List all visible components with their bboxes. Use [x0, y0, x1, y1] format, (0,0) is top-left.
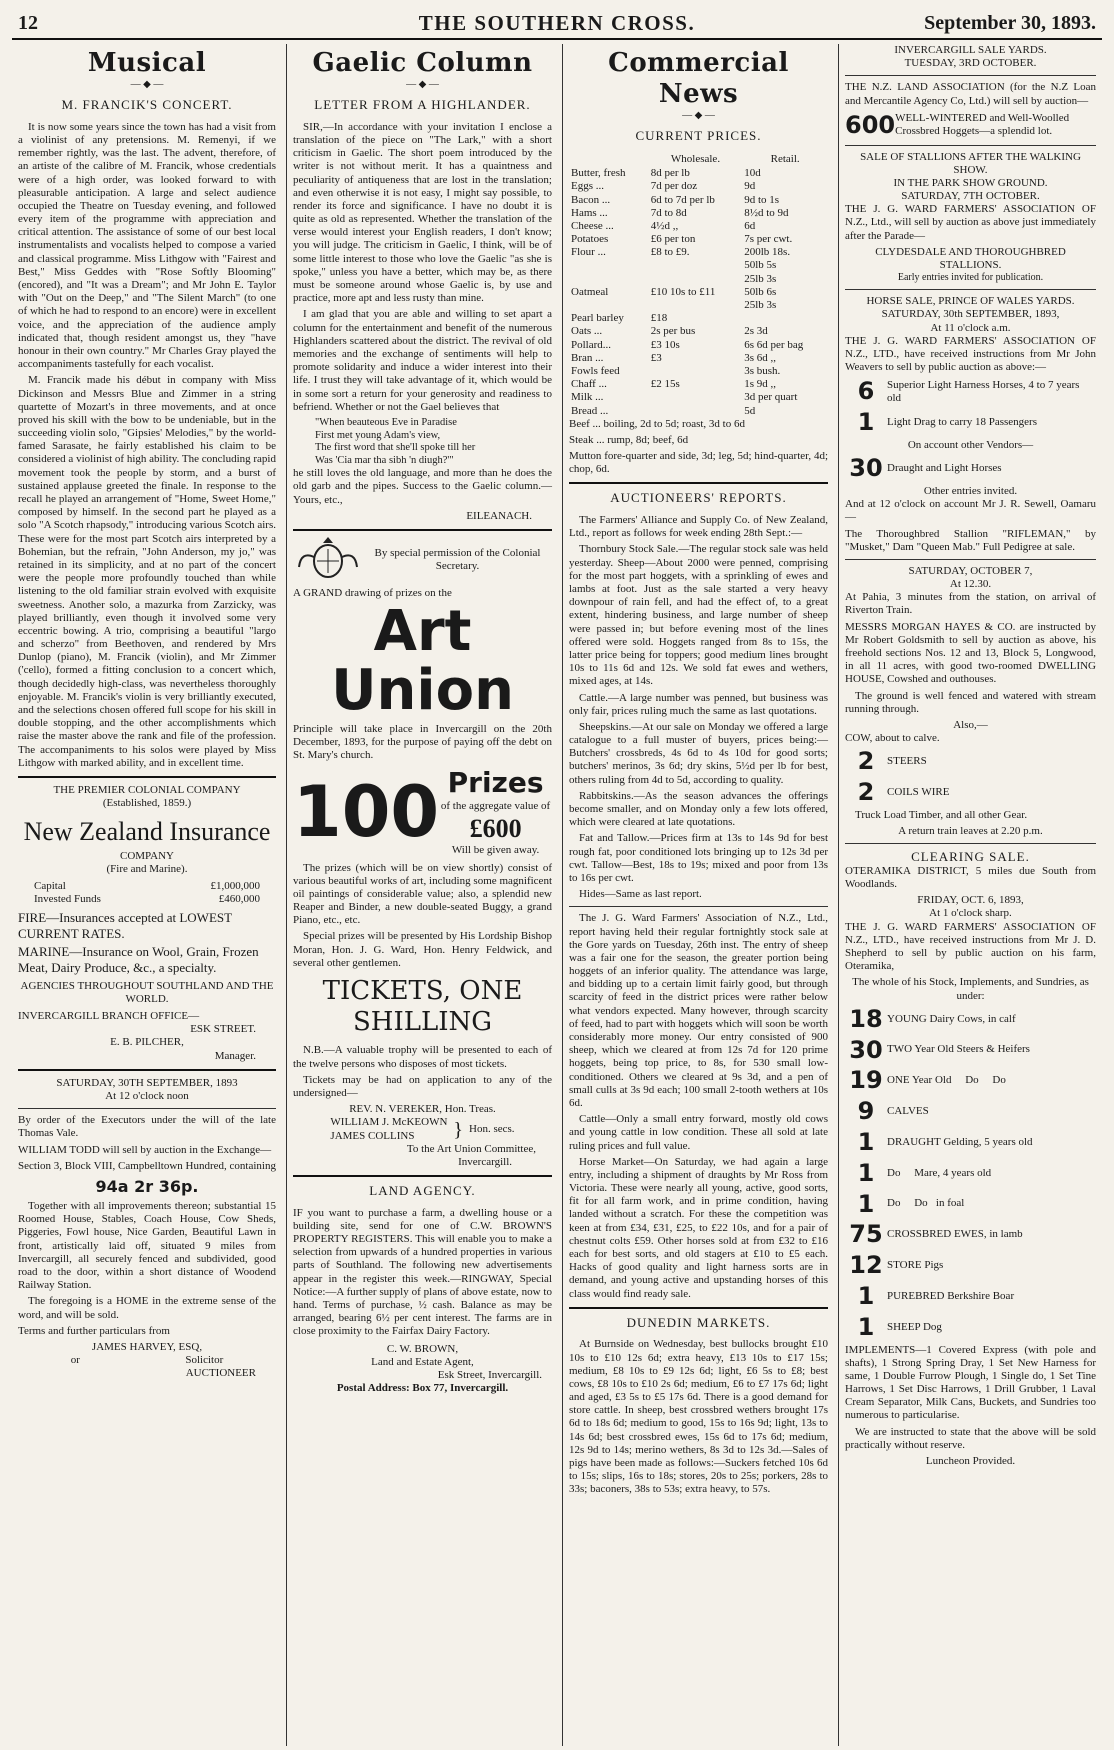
price-row: Flour ... £8 to £9. 200lb 18s. [571, 246, 791, 259]
home-note: The foregoing is a HOME in the extreme sense of the word, and will be sold. [18, 1295, 276, 1321]
yards-heading: INVERCARGILL SALE YARDS. [894, 44, 1047, 56]
or-solicitor: or Solicitor [70, 1354, 224, 1367]
dunedin-text: At Burnside on Wednesday, best bullocks brought £10 10s to £10 12s 6d; extra heavy, £13 10s to £17 15s; medium, £8 10s to £9 12s 6d; light, £6 5s to £8; best cows, £8 10s to £10 2s 6d; medium, £6 to £7 17s 6d; light and aged, £3 5s to £5 17s 6d. There is a good demand for store cattle. In sheep, best crossbred wethers brought 17s 6d to 18s 6d; medium to good, 15s to 16s 9d; light, 13s to 14s 6d; best crossbred ewes, 15s 6d to 17s 6d; medium, 12s 9d to 14s; merino wethers, 8s 3d to 12s 3d.—Sales of pigs have been made as follows:—Suckers fetched 10s 6d to 15s; slips, 16s to 18s; stores, 20s to 25s; porkers, 28s to 33s; baconers, 38s to 53s; extra heavy, to 57s. [569, 1338, 828, 1496]
executors: By order of the Executors under the will of the late Thomas Vale. [18, 1114, 276, 1140]
auctioneer: AUCTIONEER [185, 1367, 256, 1380]
prices-heading: CURRENT PRICES. [635, 128, 762, 144]
gaelic-heading: Gaelic Column [312, 48, 533, 78]
signature: EILEANACH. [466, 509, 532, 522]
letter-para-2: I am glad that you are able and willing to set apart a column for the entertainment and benefit of the numerous Highlanders scattered about the district. The revival of old memories and the exchange of sentiments will help to promote solidarity and induce a wider interest into their life. I trust they will take advantage of it, which would be in some sort a return for your generosity and readiness to befriend. Whether or not the Gael believes that [293, 308, 552, 413]
ins-fire-marine: (Fire and Marine). [106, 862, 188, 875]
lot-item: 9 CALVES [857, 1097, 929, 1126]
letter-para-1: SIR,—In accordance with your invitation I enclose a translation of the piece on "The Lark," with a short criticism in Gaelic. The short poem introduced by the writer is not without merit. It has a quaintness and peculiarity of antiqueness that are lost in the translation; and even otherwise it is not easy, I might say possible, to render its force and significance. I have no doubt it is quite as old as represented. Whether the translation of the verse would interest your English readers, I don't know; you will judge. The criticism in Gaelic, I think, will be of some little interest to those who love the Gaelic "as she is spoke," unless you have a better, which may be, as there must be someone around whose Gaelic is, by use and practice, more apt and less rusty than mine. [293, 120, 552, 305]
fire-line: FIRE—Insurances accepted at LOWEST CURRENT RATES. [18, 910, 232, 941]
invested-row: Invested Funds £460,000 [34, 893, 260, 906]
dunedin-heading: DUNEDIN MARKETS. [626, 1314, 771, 1330]
price-row: Milk ... 3d per quart [571, 391, 798, 404]
sale-date: SATURDAY, 30TH SEPTEMBER, 1893 [56, 1076, 238, 1089]
art-union-title: Art Union [331, 599, 514, 724]
principle: Principle will take place in Invercargill on the 20th December, 1893, for the purpose of paying off the debt on St. Mary's church. [293, 722, 552, 762]
lot-item: 30 TWO Year Old Steers & Heifers [849, 1035, 1030, 1064]
price-row: Hams ... 7d to 8d 8½d to 9d [571, 206, 789, 219]
beef-price: Beef ... boiling, 2d to 5d; roast, 3d to 6d [569, 417, 745, 430]
branch-street: ESK STREET. [190, 1023, 256, 1036]
column-commercial: Commercial News — ◆ — CURRENT PRICES. Wholesale. Retail. Butter, fresh 8d per lb 10d Eggs ... 7d per doz 9d Bacon ... 6d to 7d per lb 9d to 1s Hams ... 7d to 8d 8½d to 9d Cheese ... 4½d ,, 6d Potatoes £6 per ton 7s per cwt. Flour ... £8 to £9. 200lb 18s. 50lb 5s 25lb 3s Oatmeal £10 10s to £11 50lb 6s 25lb 3s Pearl barley £18 Oats ... 2s per bus 2s 3d Pollard... £3 10s 6s 6d per bag Bran ... £3 3s 6d ,, Fowls feed 3s bush. Chaff ... £2 15s 1s 9d ,, Milk ... 3d per quart Bread ... 5d Beef ... boiling, 2d to 5d; roast, 3d to 6d Steak ... rump, 8d; beef, 6d Mutton fore-quarter and side, 3d; leg, 5d; hind-quarter, 4d; chop, 6d. AUCTIONEERS' REPORTS. The Farmers' Alliance and Supply Co. of New Zealand, Ltd., report as follows for week ending 28th Sept.:— Thornbury Stock Sale.—The regular stock sale was held yesterday. Sheep—About 2000 were penned, comprising for the most part hoggets, with a sprinkling of ewes and lambs at foot. Just as the sale started a very heavy downpour of rain fell, and had the effect of, to a great extent, hindering business, and large number of sheep were passed in; but before evening most of the lines offered were sold. Hoggets ranged from 8s to 15s, the latter price being for toppers; good medium lines brought 10s to 11s 6d and 12s. We sold fat ewes and wethers, mixed ages, at 14s. Cattle.—A large number was penned, but business was only fair, prices ruling much the same as last quotations. Sheepskins.—At our sale on Monday we offered a large catalogue to a full muster of buyers, prices being:—Butchers' crossbreds, 4s 6d to 4s 10d for good sorts; butchers' merinos, 3s 6d; dry skins, 5½d per lb for best, others ruling from 4d to 5d, according to quality. Rabbitskins.—As the season advances the offerings become smaller, and on Monday only a few lots offered, which were cleared at late quotations. Fat and Tallow.—Prices firm at 13s to 14s 9d for best rough fat, poor conditioned lots bringing up to 12s 3d per cwt. Tallow—Best, 18s to 19s; mixed and poor from 13s to 16s per cwt. Hides—Same as last report. The J. G. Ward Farmers' Association of N.Z., Ltd., report having held their regular fortnightly stock sale at the Gore yards on Tuesday, 26th inst. The entry of sheep was a fair one for the season, the greater portion being hoggets of an inferior quality. The attendance was large, and bidding up to a certain limit fairly good, but through scarcity of feed in the district prices were rather below what vendors expected. Many however, through scarcity of feed, had to part with hoggets which will soon be worth considerably more money. Our entry consisted of 900 sheep, which we cleared at from 12s 7d for 120 prime hoggets, being top price, to 8s, for 530 small low-conditioned. Others we cleared at 9s 3d, and a pen of small culls at 3s 9d each; 100 small 2-tooth wethers at 10s 6d. Cattle—Only a small entry forward, mostly old cows and young cattle in low condition. These all sold at late ruling prices and full value. Horse Market—On Saturday, we had again a large entry, including a shipment of draughts by Mr Ross from Victoria. These were nearly all young, active, good sorts, fit for all farm work, and in prime condition, having landed without a scratch. For these the competition was keen at from £34, £31, £25, to £22 10s, and for a pair of chestnut colts £59. Other horses sold at from £32 to £16 each for best sorts, and old stagers at £10 to £5 each. Hacks of good quality and light harness sorts are in demand, and young active and upstanding horses of this class would find ready sale. DUNEDIN MARKETS. At Burnside on Wednesday, best bullocks brought £10 10s to £10 12s 6d; extra heavy, £13 10s to £17 15s; medium, £8 10s to £9 12s 6d; light, £6 5s to £8; best cows, £8 10s to £10 2s 6d; medium, £6 to £7 17s 6d; light and aged, £3 5s to £5 17s 6d. There is a good demand for store cattle. In sheep, best crossbred wethers brought 17s 6d to 18s 6d; medium to good, 15s to 16s 9d; light, 13s to 14s 6d; best crossbred ewes, 15s 6d to 17s 6d; medium, 12s 9d to 14s; merino wethers, 8s 3d to 12s 3d.—Sales of pigs have been made as follows:—Suckers fetched 10s 6d to 15s; slips, 16s to 18s; stores, 20s to 25s; porkers, 28s to 33s; baconers, 38s to 53s; extra heavy, to 57s. [562, 44, 834, 1746]
agencies: AGENCIES THROUGHOUT SOUTHLAND AND THE WORLD. [20, 979, 274, 1005]
acreage: 94a 2r 36p. [95, 1176, 199, 1196]
land-text: IF you want to purchase a farm, a dwelling house or a building site, send for one of C.W. BROWN'S PROPERTY REGISTERS. This will enable you to make a selection from upwards of a hundred properties in various parts of Southland. The following new advertisements appear in the register this week.—RINGWAY, Special Notice:—A further supply of plans of above estate, now to hand. Terms of purchase, ½ cash. Balance as may be arranged, bearing 6½ per cent interest. The farms are in close proximity to the Fairfax Dairy Factory. [293, 1206, 552, 1338]
lot-item: 75 CROSSBRED EWES, in lamb [849, 1220, 1023, 1249]
page-number: 12 [18, 12, 38, 34]
prizes-text: The prizes (which will be on view shortly) consist of various beautiful works of art, including some magnificent oil paintings of considerable value; also, a splendid new Reaper and Binder, a new double-seated Buggy, a grand Piano, etc., etc. [293, 861, 552, 927]
sale-time: At 12 o'clock noon [105, 1089, 189, 1102]
ins-established: (Established, 1859.) [102, 797, 192, 810]
letter-headline: LETTER FROM A HIGHLANDER. [314, 97, 531, 113]
nb-note: N.B.—A valuable trophy will be presented to each of the twelve persons who disposes of most tickets. [293, 1044, 552, 1070]
lot-item: 18 YOUNG Dairy Cows, in calf [849, 1004, 1016, 1033]
hundred: 100 [293, 770, 440, 853]
improvements: Together with all improvements thereon; substantial 15 Roomed House, Stables, Coach House, Cow Sheds, Piggeries, Fowl house, Nice Garden, Beautiful Lawn in front, artistically laid off, situated 9 miles from Invercargill, all securely fenced and subdivided, good road to the door, within a short distance of Woodend Railway Station. [18, 1200, 276, 1292]
capital-row: Capital £1,000,000 [34, 879, 260, 892]
ins-company-word: COMPANY [119, 849, 174, 862]
price-row: Chaff ... £2 15s 1s 9d ,, [571, 378, 777, 391]
permission-row [293, 537, 552, 583]
harvey: JAMES HARVEY, ESQ, [91, 1340, 203, 1353]
terms: Terms and further particulars from [18, 1324, 170, 1337]
price-row: Cheese ... 4½d ,, 6d [571, 219, 756, 232]
verse: "When beauteous Eve in Paradise First met young Adam's view, The first word that she'll spoke till her Was 'Cia mar tha sibh 'n diugh?'" [315, 416, 476, 466]
branch-office: INVERCARGILL BRANCH OFFICE— [18, 1010, 200, 1023]
mutton-price: Mutton fore-quarter and side, 3d; leg, 5d; hind-quarter, 4d; chop, 6d. [569, 450, 828, 476]
price-row: Fowls feed 3s bush. [571, 364, 781, 377]
lot-item: 19 ONE Year Old Do Do [849, 1066, 1006, 1095]
price-row: Pearl barley £18 [571, 312, 668, 325]
ornament: — ◆ — [130, 79, 164, 91]
price-row: Bran ... £3 3s 6d ,, [571, 351, 777, 364]
grand-drawing: A GRAND drawing of prizes on the [293, 587, 452, 600]
commercial-heading: Commercial News [608, 48, 789, 110]
manager-name: E. B. PILCHER, [110, 1036, 184, 1049]
price-row: Butter, fresh 8d per lb 10d [571, 167, 761, 180]
price-table: Wholesale. Retail. Butter, fresh 8d per lb 10d Eggs ... 7d per doz 9d Bacon ... 6d to 7d per lb 9d to 1s Hams ... 7d to 8d 8½d to 9d Cheese ... 4½d ,, 6d Potatoes £6 per ton 7s per cwt. Flour ... £8 to £9. 200lb 18s. 50lb 5s 25lb 3s Oatmeal £10 10s to £11 50lb 6s 25lb 3s Pearl barley £18 Oats ... 2s per bus 2s 3d Pollard... £3 10s 6s 6d per bag Bran ... £3 3s 6d ,, Fowls feed 3s bush. Chaff ... £2 15s 1s 9d ,, Milk ... 3d per quart Bread ... 5d [569, 152, 828, 418]
lot-item: 1 DRAUGHT Gelding, 5 years old [857, 1127, 1033, 1156]
lot-item: 12 STORE Pigs [849, 1251, 944, 1280]
column-sales: INVERCARGILL SALE YARDS. TUESDAY, 3RD OCTOBER. THE N.Z. LAND ASSOCIATION (for the N.Z Loan and Mercantile Agency Co, Ltd.) will sell by auction— 600 WELL-WINTERED and Well-Woolled Crossbred Hoggets—a splendid lot. SALE OF STALLIONS AFTER THE WALKING SHOW. IN THE PARK SHOW GROUND. SATURDAY, 7TH OCTOBER. THE J. G. WARD FARMERS' ASSOCIATION OF N.Z., Ltd., will sell by auction as above just immediately after the Parade— CLYDESDALE AND THOROUGHBRED STALLIONS. Early entries invited for publication. HORSE SALE, PRINCE OF WALES YARDS. SATURDAY, 30th SEPTEMBER, 1893, At 11 o'clock a.m. THE J. G. WARD FARMERS' ASSOCIATION OF N.Z., LTD., have received instructions from Mr John Weavers to sell by public auction as above:— 6 Superior Light Harness Horses, 4 to 7 years old 1 Light Drag to carry 18 Passengers On account other Vendors— 30 Draught and Light Horses Other entries invited. And at 12 o'clock on account Mr J. R. Sewell, Oamaru— The Thoroughbred Stallion "RIFLEMAN," by "Musket," Dam "Queen Mab." Full Pedigree at sale. SATURDAY, OCTOBER 7, At 12.30. At Pahia, 3 minutes from the station, on arrival of Riverton Train. MESSRS MORGAN HAYES & CO. are instructed by Mr Robert Goldsmith to sell by auction as above, his freehold sections Nos. 12 and 13, Block 5, Longwood, in all 11 acres, with good two-roomed DWELLING HOUSE, Cowshed and outhouses. The ground is well fenced and watered with stream running through. Also,— COW, about to calve. 2 STEERS 2 COILS WIRE Truck Load Timber, and all other Gear. A return train leaves at 2.20 p.m. CLEARING SALE. OTERAMIKA DISTRICT, 5 miles due South from Woodlands. FRIDAY, OCT. 6, 1893, At 1 o'clock sharp. THE J. G. WARD FARMERS' ASSOCIATION OF N.Z., LTD., have received instructions from Mr J. D. Shepherd to sell by public auction on his farm, Oteramika, The whole of his Stock, Implements, and Sundries, as under: 18 YOUNG Dairy Cows, in calf 30 TWO Year Old Steers & Heifers 19 ONE Year Old Do Do 9 CALVES 1 DRAUGHT Gelding, 5 years old 1 Do Mare, 4 years old 1 Do Do in foal 75 CROSSBRED EWES, in lamb 12 STORE Pigs 1 PUREBRED Berkshire Boar 1 SHEEP Dog IMPLEMENTS—1 Covered Express (with pole and shafts), 1 Strong Spring Dray, 1 Set New Harness for same, 1 Double Furrow Plough, 1 Single do, 1 Set Tine Harrows, 1 Set Disc Harrows, 1 Drill Grubber, 1 Laval Cream Separator, Milk Cans, Buckets, and Sundries too numerous to particularise. We are instructed to state that the above will be sold practically without reserve. Luncheon Provided. [838, 44, 1102, 1746]
lot-item: 1 Do Mare, 4 years old [857, 1158, 992, 1187]
prizes-banner: 100 Prizes of the aggregate value of £600 Will be given away. [293, 766, 551, 857]
price-row: Oatmeal £10 10s to £11 50lb 6s [571, 285, 777, 298]
price-row: Bacon ... 6d to 7d per lb 9d to 1s [571, 193, 780, 206]
prize-amount: £600 [469, 814, 522, 844]
clearing-sale: CLEARING SALE. [911, 849, 1030, 865]
concert-para-1: It is now some years since the town has had a visit from a violinist of any pretensions. M. Remenyi, if we remember rightly, was the last. The advent, therefore, of an artiste of the calibre of M. Francik, whose credentials were of a high order, was looked forward to with pleasurable anticipation. A large and select audience occupied the Theatre on Tuesday evening, and followed every item of the programme with appreciation and critical attention. The assistance of some of our best local instrumentalists and vocalists helped to compose a varied and classical programme. Miss Lithgow with "Fairest and Best," Miss Geddes with "Rose Softly Blooming" (encored), and "It was a Dream"; and Mr John E. Taylor with "Out on the Deep," and "The Silent March" (to one of which he had to respond to an encore) were in excellent voice, and the appreciation of the audience amply indicated that, though resident amongst us, they "have honour in their own country." Mr Charles Gray played the accompaniments tastefully for each vocalist. [18, 120, 276, 371]
concert-headline: M. FRANCIK'S CONCERT. [61, 97, 233, 113]
price-row: Pollard... £3 10s 6s 6d per bag [571, 338, 804, 351]
land-agency-heading: LAND AGENCY. [369, 1183, 476, 1199]
section-text: Section 3, Block VIII, Campbelltown Hundred, containing [18, 1159, 276, 1172]
ins-company: THE PREMIER COLONIAL COMPANY [53, 783, 241, 796]
lot-item: 1 PUREBRED Berkshire Boar [857, 1281, 1015, 1310]
issue-date: September 30, 1893. [924, 12, 1096, 34]
column-gaelic: Gaelic Column — ◆ — LETTER FROM A HIGHLANDER. SIR,—In accordance with your invitation I enclose a translation of the piece on "The Lark," with a short criticism in Gaelic. The short poem introduced by the writer is not without merit. It has a quaintness and peculiarity of antiqueness that are lost in the translation; and even otherwise it is not easy, I might say possible, to render its force and significance. I have no doubt it is quite as old as represented. Whether the translation of the verse would interest your English readers, I don't know; you will judge. The criticism in Gaelic, I think, will be of some little interest to those who love the Gaelic "as she is spoke," unless you have a better, which may be, as there must be someone around whose Gaelic is, by use and practice, more apt and less rusty than mine. I am glad that you are able and willing to set apart a column for the entertainment and benefit of the numerous Highlanders scattered about the district. The revival of old memories and the exchange of sentiments will help to promote solidarity and induce a wider interest into their life. I trust they will take advantage of it, which would be in some sort a return for your generosity and readiness to befriend. Whether or not the Gael believes that "When beauteous Eve in Paradise First met young Adam's view, The first word that she'll spoke till her Was 'Cia mar tha sibh 'n diugh?'" he still loves the old language, and more than he does the old garb and the pipes. Success to the Gaelic column.—Yours, etc., EILEANACH. By special permission of the Colonial Secretary. A GRAND drawing of prizes on the Art Union Principle will take place in Invercargill on the 20th December, 1893, for the purpose of paying off the debt on St. Mary's church. 100 Prizes of the aggregate value of £600 Will be given away. The prizes (which will be on view shortly) consist of various beautiful works of art, including some magnificent oil paintings of considerable value; also, a splendid new Reaper and Binder, a new double-seated Buggy, a grand Piano, etc., etc. Special prizes will be presented by His Lordship Bishop Moran, Hon. J. G. Ward, Hon. Henry Feldwick, and several other gentlemen. TICKETS, ONE SHILLING N.B.—A valuable trophy will be presented to each of the twelve persons who disposes of most tickets. Tickets may be had on application to any of the undersigned— REV. N. VEREKER, Hon. Treas. WILLIAM J. McKEOWN JAMES COLLINS } Hon. secs. To the Art Union Committee, Invercargill. LAND AGENCY. IF you want to purchase a farm, a dwelling house or a building site, send for one of C.W. BROWN'S PROPERTY REGISTERS. This will enable you to make a selection from upwards of a hundred properties in various parts of Southland. The following new advertisements appear in the register this week.—RINGWAY, Special Notice:—A further supply of plans of above estate, now to hand. Terms of purchase, ½ cash. Balance as may be arranged, bearing 6½ per cent interest. The farms are in close proximity to the Fairfax Dairy Factory. C. W. BROWN, Land and Estate Agent, Esk Street, Invercargill. Postal Address: Box 77, Invercargill. [286, 44, 558, 1746]
price-row: Oats ... 2s per bus 2s 3d [571, 325, 768, 338]
price-row: Bread ... 5d [571, 404, 756, 417]
marine-line: MARINE—Insurance on Wool, Grain, Frozen Meat, Dairy Produce, &c., a specialty. [18, 944, 259, 976]
lot-item: 1 Do Do in foal [857, 1189, 965, 1218]
coat-of-arms-icon [293, 537, 363, 583]
auctioneers-heading: AUCTIONEERS' REPORTS. [610, 490, 787, 506]
hon-secs: WILLIAM J. McKEOWN JAMES COLLINS } Hon. secs. [330, 1116, 515, 1142]
ins-name: New Zealand Insurance [23, 817, 271, 847]
lot-list [845, 1005, 1096, 1342]
special-prizes: Special prizes will be presented by His Lordship Bishop Moran, Hon. J. G. Ward, Hon. Henry Feldwick, and several other gentlemen. [293, 930, 552, 969]
newspaper-title: THE SOUTHERN CROSS. [418, 11, 696, 35]
permission: By special permission of the Colonial Secretary. [374, 546, 541, 573]
price-row: 25lb 3s [744, 299, 777, 312]
todd-auction: WILLIAM TODD will sell by auction in the Exchange— [18, 1143, 272, 1156]
musical-heading: Musical [87, 48, 207, 78]
price-row: 25lb 3s [744, 272, 777, 285]
column-musical [12, 44, 282, 1746]
price-row: 50lb 5s [744, 259, 777, 272]
letter-para-3: he still loves the old language, and more than he does the old garb and the pipes. Success to the Gaelic column.—Yours, etc., [293, 467, 552, 506]
price-row: Eggs ... 7d per doz 9d [571, 180, 756, 193]
price-row: Potatoes £6 per ton 7s per cwt. [571, 233, 793, 246]
lot-item: 1 SHEEP Dog [857, 1312, 942, 1341]
manager-title: Manager. [214, 1049, 256, 1062]
implements: IMPLEMENTS—1 Covered Express (with pole and shafts), 1 Strong Spring Dray, 1 Set New Harness for same, 1 Double Furrow Plough, 1 Single do, 1 Set Tine Harrows, 1 Set Disc Harrows, 1 Drill Grubber, 1 Laval Cream Separator, Milk Cans, Buckets, and Sundries too numerous to particularise. [845, 1343, 1096, 1422]
apply-note: Tickets may be had on application to any of the undersigned— [293, 1073, 552, 1099]
concert-para-2: M. Francik made his début in company with Miss Dickinson and Messrs Blue and Zimmer in a string quartette of Mozart's in three movements, and at once proved his skill with the bow to be undeniable, but in the succeeding violin solo, "Gipsies' Melodies," by the world-famed Sarasate, he fairly established his claim to be considered a violinist of high ability. The concluding rapid movement took the people by storm, and a burst of sustained applause greeted the finale. In response to the recall he played an arrangement of "Home, Sweet Home," composed by himself. In the second part he played as a solo "A Scotch rhapsody," introducing various Scotch airs. These were for the most part Scotch airs interpreted by a Bohemian, but the refrain, "John Anderson, my jo," was retained in its simplicity, and at no part of the concert were the people more profoundly touched than while listening to the old familiar strain evolved with exquisite sweetness. Another solo, a mazurka from Zarzicky, was played brilliantly, even though it involved some very eccentric bowing. A trio, comprising a beautiful "largo and scherzo" from Beethoven, and rendered by Mrs Dunlop (piano), M. Francik (violin), and Mr Zimmer ('cello), formed a fitting conclusion to a concert which, though decidedly high-class, was nevertheless thoroughly enjoyable. M. Francik's violin is very brilliantly executed, and the selections chosen offered full scope for his skill in double stopping, and the other accomplishments which raise the master above the rank and file of the profession. The accompaniments to his solos were played by Miss Lithgow with marked ability, and in excellent time. [18, 374, 276, 769]
masthead [12, 8, 1102, 40]
insurance-ad [18, 784, 276, 1063]
tickets-banner: TICKETS, ONE SHILLING [322, 976, 523, 1038]
steak-price: Steak ... rump, 8d; beef, 6d [569, 433, 689, 446]
